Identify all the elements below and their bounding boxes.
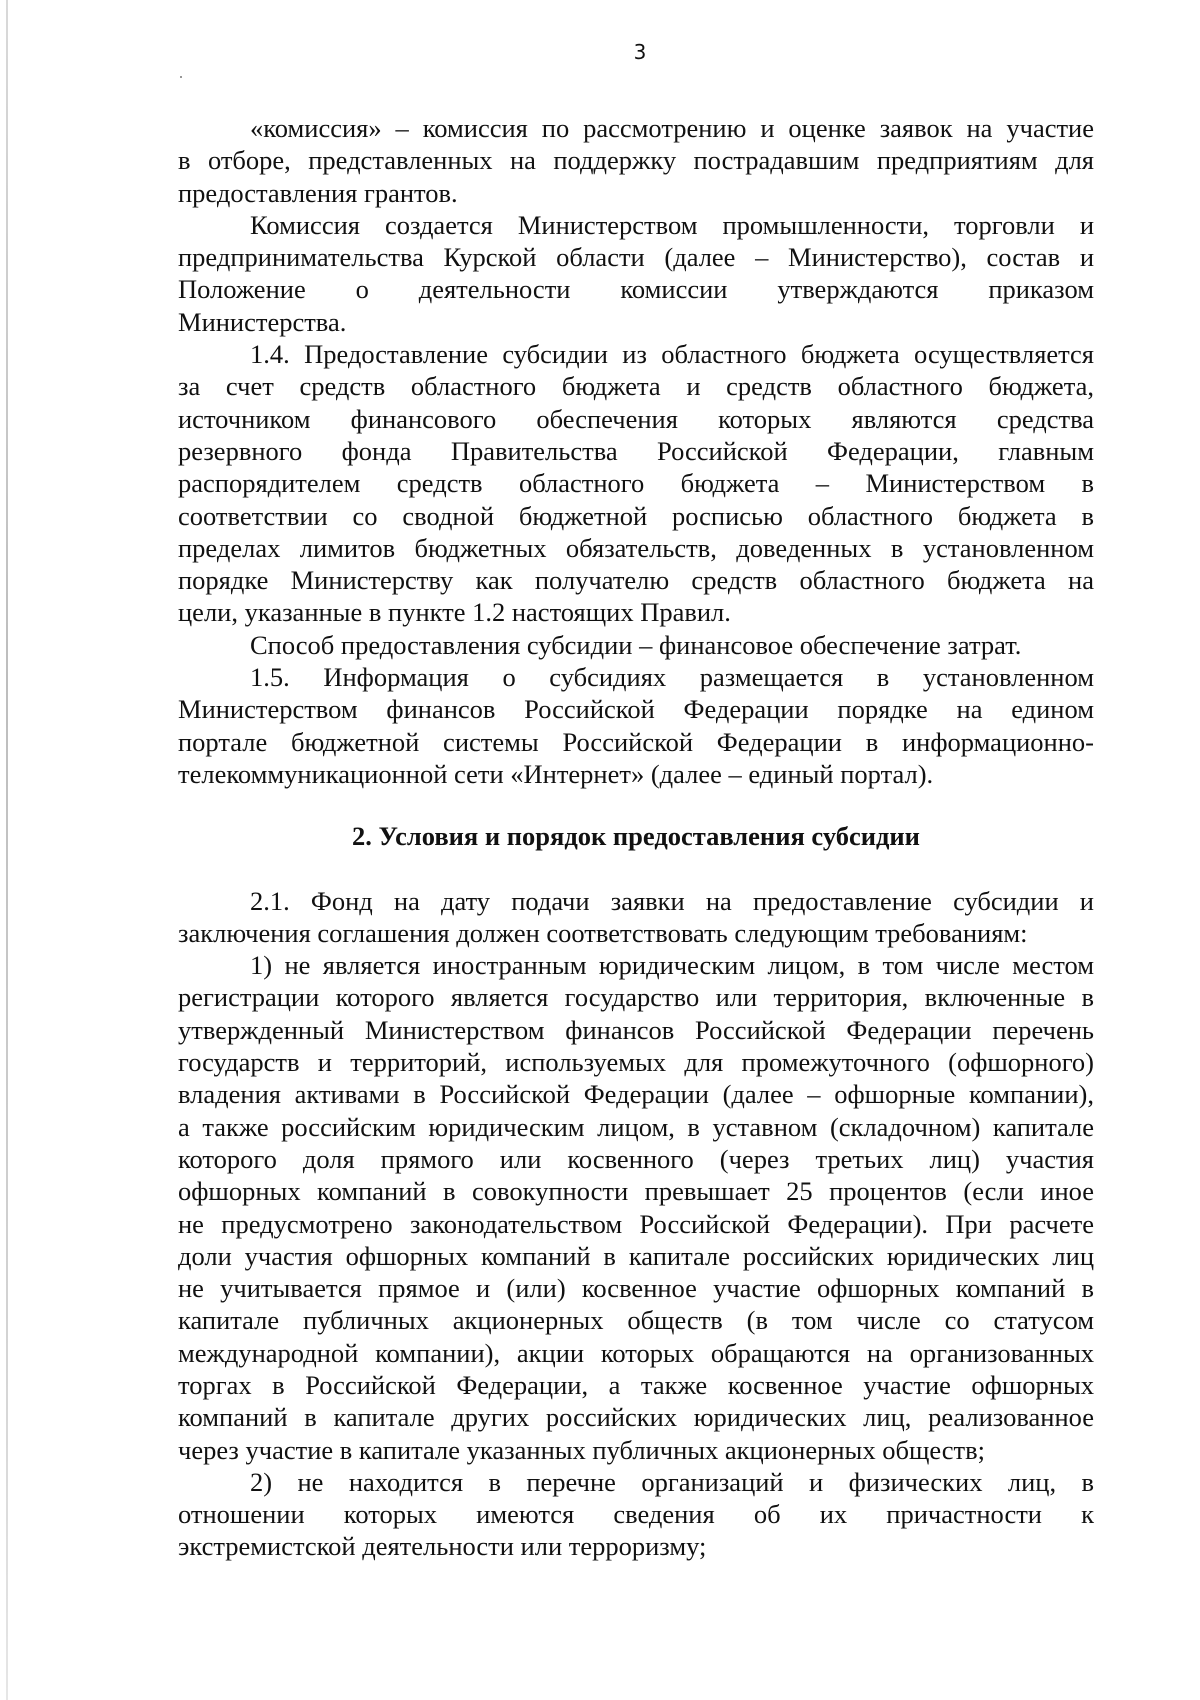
text-line: заключения соглашения должен соответствовать следующим требованиям: bbox=[178, 917, 1028, 948]
scan-speck bbox=[180, 76, 182, 78]
text-line: 1.5. Информация о субсидиях размещается в установленном bbox=[250, 662, 1094, 693]
text-line: а также российским юридическим лицом, в уставном (складочном) капитале bbox=[178, 1111, 1094, 1142]
text-line: экстремистской деятельности или терроризму; bbox=[178, 1531, 707, 1562]
text-line: доли участия офшорных компаний в капитале российских юридических лиц bbox=[178, 1240, 1094, 1271]
text-line: за счет средств областного бюджета и средств областного бюджета, bbox=[178, 371, 1094, 402]
text-line: пределах лимитов бюджетных обязательств, доведенных в установленном bbox=[178, 532, 1094, 563]
paragraph bbox=[178, 338, 1094, 629]
document-body bbox=[178, 112, 1094, 1563]
text-line: Комиссия создается Министерством промышленности, торговли и bbox=[250, 209, 1094, 240]
text-line: через участие в капитале указанных публичных акционерных обществ; bbox=[178, 1434, 986, 1465]
text-line: не предусмотрено законодательством Российской Федерации). При расчете bbox=[178, 1208, 1094, 1239]
text-line: «комиссия» – комиссия по рассмотрению и оценке заявок на участие bbox=[250, 113, 1094, 143]
text-line: отношении которых имеются сведения об их причастности к bbox=[178, 1499, 1094, 1530]
text-line: не учитывается прямое и (или) косвенное участие офшорных компаний в bbox=[178, 1273, 1094, 1304]
text-line: владения активами в Российской Федерации (далее – офшорные компании), bbox=[178, 1079, 1094, 1110]
text-line: офшорных компаний в совокупности превышает 25 процентов (если иное bbox=[178, 1176, 1094, 1207]
text-line: 1.4. Предоставление субсидии из областного бюджета осуществляется bbox=[250, 339, 1094, 370]
text-line: источником финансового обеспечения которых являются средства bbox=[178, 403, 1094, 434]
text-line: утвержденный Министерством финансов Российской Федерации перечень bbox=[178, 1014, 1094, 1045]
text-line: распорядителем средств областного бюджета – Министерством в bbox=[178, 468, 1094, 499]
text-line: компаний в капитале других российских юридических лиц, реализованное bbox=[178, 1402, 1094, 1433]
paragraph bbox=[178, 112, 1094, 209]
intro-section bbox=[178, 112, 1094, 790]
page-number: 3 bbox=[633, 40, 647, 64]
text-line: резервного фонда Правительства Российской Федерации, главным bbox=[178, 435, 1094, 466]
text-line: Министерства. bbox=[178, 306, 347, 337]
text-line: регистрации которого является государство или территория, включенные в bbox=[178, 982, 1094, 1013]
text-line: предоставления грантов. bbox=[178, 177, 458, 208]
text-line: 1) не является иностранным юридическим лицом, в том числе местом bbox=[250, 950, 1094, 981]
text-line: в отборе, представленных на поддержку пострадавшим предприятиям для bbox=[178, 145, 1094, 176]
text-line: международной компании), акции которых обращаются на организованных bbox=[178, 1337, 1094, 1368]
text-line: Способ предоставления субсидии – финансовое обеспечение затрат. bbox=[250, 629, 1022, 660]
text-line: порядке Министерству как получателю средств областного бюджета на bbox=[178, 565, 1094, 596]
text-line: телекоммуникационной сети «Интернет» (далее – единый портал). bbox=[178, 758, 934, 789]
text-line: предпринимательства Курской области (далее – Министерство), состав и bbox=[178, 242, 1094, 273]
text-line: Министерством финансов Российской Федерации порядке на едином bbox=[178, 694, 1094, 725]
text-line: торгах в Российской Федерации, а также косвенное участие офшорных bbox=[178, 1369, 1094, 1400]
paragraph bbox=[178, 885, 1094, 950]
text-line: 2.1. Фонд на дату подачи заявки на предоставление субсидии и bbox=[250, 885, 1094, 916]
text-line: портале бюджетной системы Российской Федерации в информационно- bbox=[178, 726, 1094, 757]
text-line: капитале публичных акционерных обществ (в том числе со статусом bbox=[178, 1305, 1094, 1336]
text-line: 2) не находится в перечне организаций и физических лиц, в bbox=[250, 1466, 1094, 1497]
paragraph bbox=[178, 629, 1094, 661]
paragraph bbox=[178, 949, 1094, 1466]
text-line: которого доля прямого или косвенного (через третьих лиц) участия bbox=[178, 1143, 1094, 1174]
scan-edge-line bbox=[6, 0, 8, 1700]
text-line: цели, указанные в пункте 1.2 настоящих Правил. bbox=[178, 597, 731, 628]
section-2-body bbox=[178, 885, 1094, 1563]
paragraph bbox=[178, 661, 1094, 790]
text-line: государств и территорий, используемых для промежуточного (офшорного) bbox=[178, 1047, 1094, 1078]
paragraph bbox=[178, 209, 1094, 338]
paragraph bbox=[178, 1466, 1094, 1563]
text-line: Положение о деятельности комиссии утверждаются приказом bbox=[178, 274, 1094, 305]
section-heading: 2. Условия и порядок предоставления субсидии bbox=[352, 821, 920, 852]
text-line: соответствии со сводной бюджетной росписью областного бюджета в bbox=[178, 500, 1094, 531]
